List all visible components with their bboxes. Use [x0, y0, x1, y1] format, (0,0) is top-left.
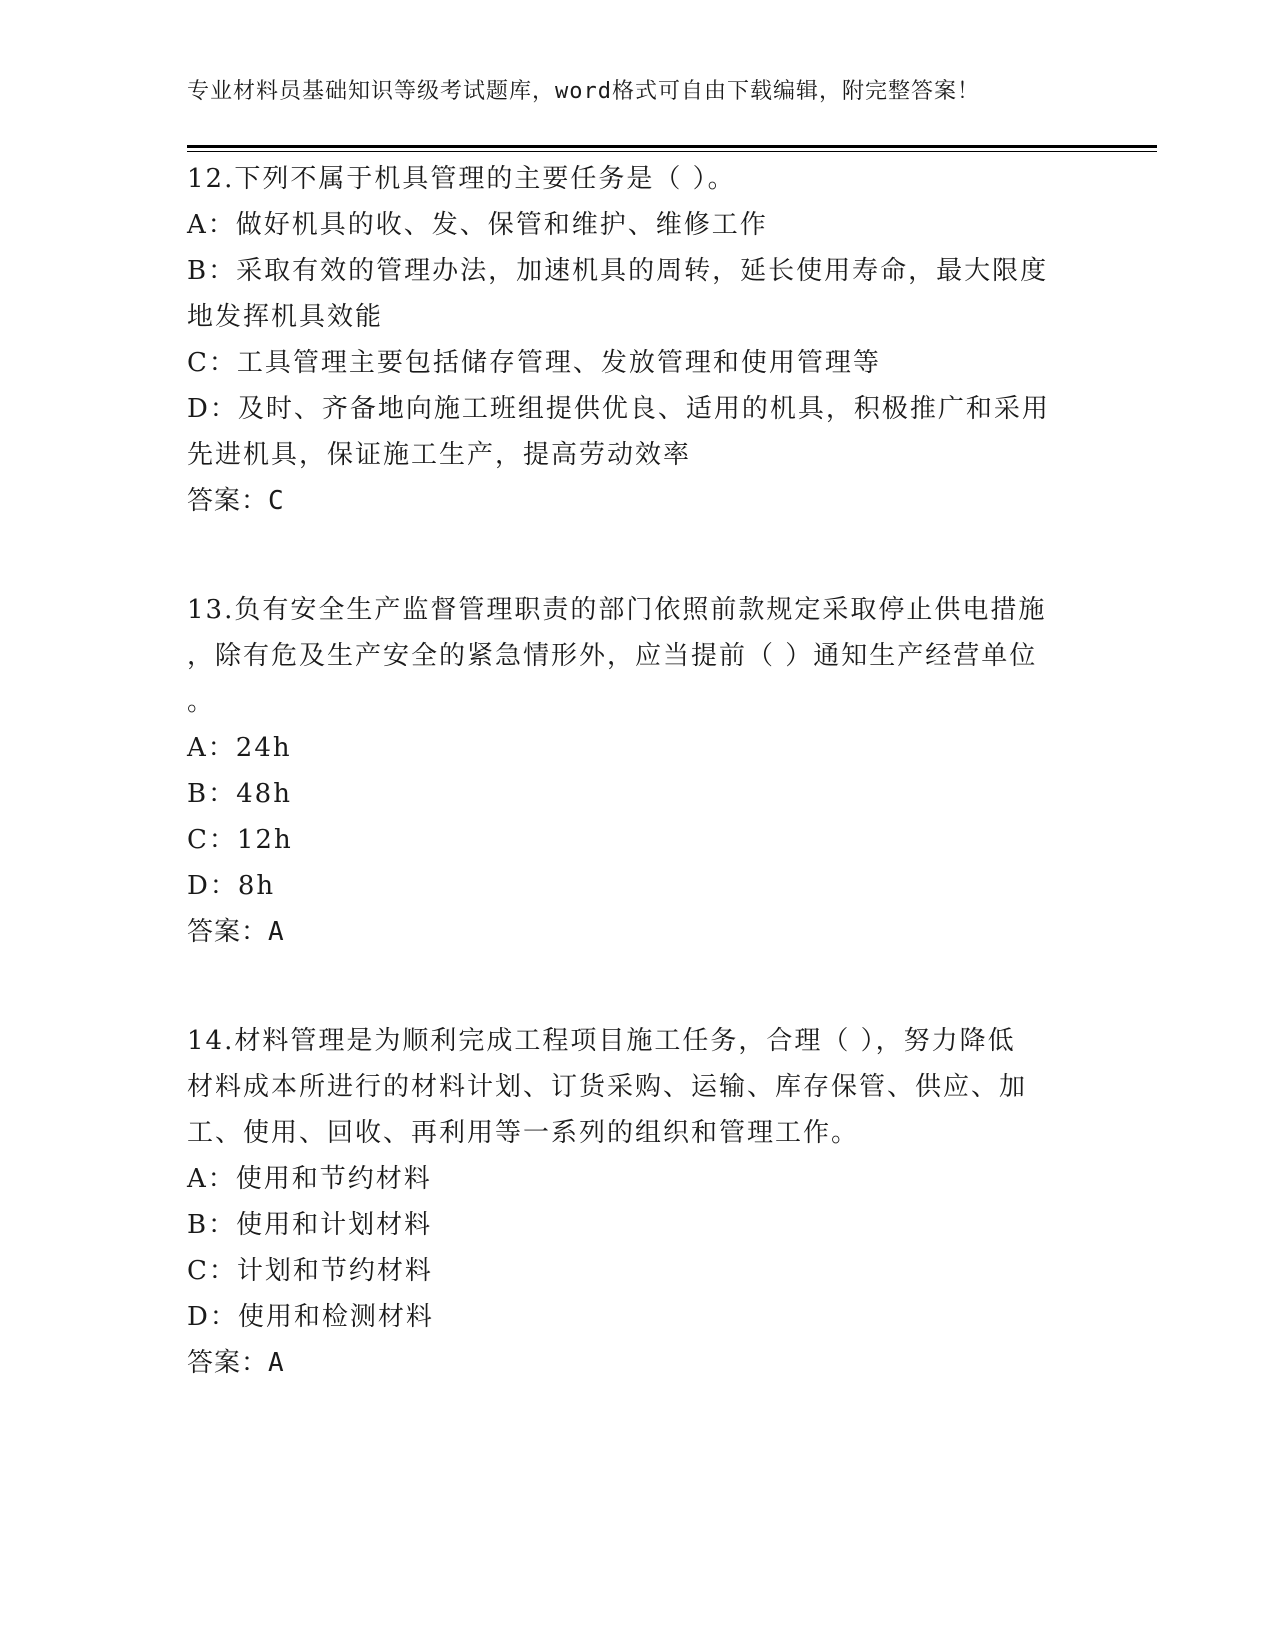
answer-label: 答案： — [187, 917, 269, 947]
option-d: D：及时、齐备地向施工班组提供优良、适用的机具，积极推广和采用 — [187, 394, 1050, 424]
option-d: D：使用和检测材料 — [187, 1302, 434, 1332]
answer-value: A — [268, 917, 285, 947]
question-stem-end: 工、使用、回收、再利用等一系列的组织和管理工作。 — [187, 1118, 860, 1148]
option-b: B：使用和计划材料 — [187, 1210, 433, 1240]
document-header: 专业材料员基础知识等级考试题库，word格式可自由下载编辑，附完整答案！ — [187, 79, 980, 104]
option-a: A：24h — [187, 733, 292, 763]
option-c: C：工具管理主要包括储存管理、发放管理和使用管理等 — [187, 348, 881, 378]
answer — [187, 478, 1087, 524]
option-b: B：采取有效的管理办法，加速机具的周转，延长使用寿命，最大限度 — [187, 256, 1049, 286]
option-b-continued: 地发挥机具效能 — [187, 302, 384, 332]
answer — [187, 1340, 1087, 1386]
option-a: A：做好机具的收、发、保管和维护、维修工作 — [187, 210, 768, 240]
option-c: C：计划和节约材料 — [187, 1256, 433, 1286]
option-d-continued: 先进机具，保证施工生产，提高劳动效率 — [187, 440, 692, 470]
question-stem: 12.下列不属于机具管理的主要任务是（ ）。 — [187, 164, 736, 194]
option-b: B：48h — [187, 779, 292, 809]
question-13 — [187, 587, 1087, 955]
question-stem-continued: ，除有危及生产安全的紧急情形外，应当提前（ ）通知生产经营单位 — [187, 641, 1038, 671]
header-rule-thick — [187, 145, 1157, 148]
answer — [187, 909, 1087, 955]
question-list — [187, 156, 1087, 1449]
answer-value: C — [268, 486, 285, 516]
answer-label: 答案： — [187, 486, 269, 516]
header-rule-thin — [187, 151, 1157, 152]
question-14 — [187, 1018, 1087, 1386]
question-stem: 14.材料管理是为顺利完成工程项目施工任务，合理（ ），努力降低 — [187, 1026, 1016, 1056]
option-a: A：使用和节约材料 — [187, 1164, 432, 1194]
answer-label: 答案： — [187, 1348, 269, 1378]
option-d: D：8h — [187, 871, 276, 901]
option-c: C：12h — [187, 825, 293, 855]
question-stem-continued: 材料成本所进行的材料计划、订货采购、运输、库存保管、供应、加 — [187, 1072, 1028, 1102]
answer-value: A — [268, 1348, 285, 1378]
question-12 — [187, 156, 1087, 524]
question-stem: 13.负有安全生产监督管理职责的部门依照前款规定采取停止供电措施 — [187, 595, 1047, 625]
question-stem-end: 。 — [187, 687, 216, 717]
